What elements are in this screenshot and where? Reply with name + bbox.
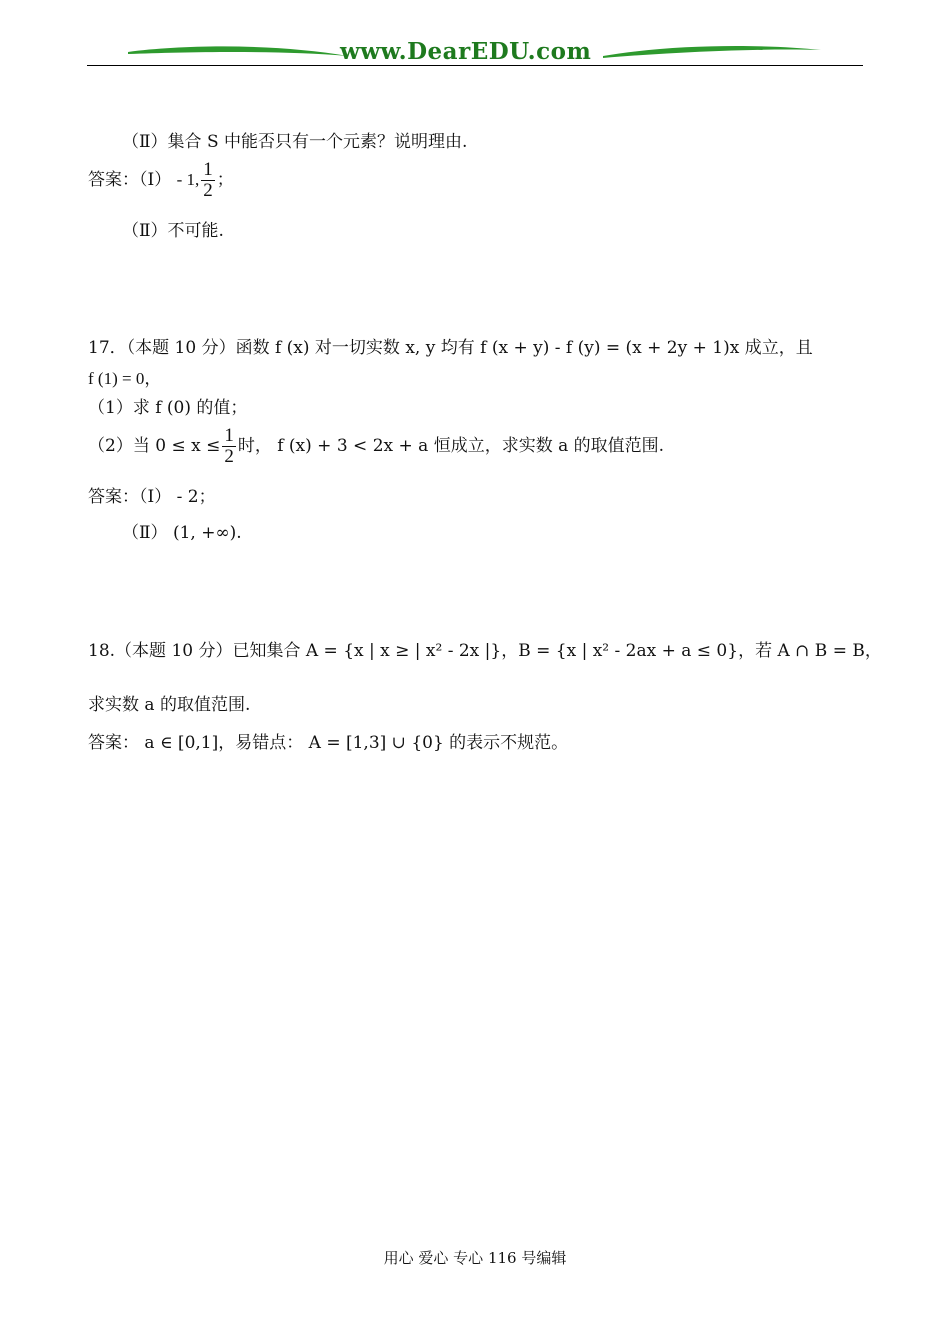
q17-part2: （2）当 0 ≤ x ≤ $\frac{1}{2}$ 时， f (x) + 3 < 2x + a 恒成立，求实数 a 的取值范围. (88, 425, 665, 467)
green-swoosh-right-icon (603, 42, 821, 64)
q17-answer-1: 答案：（Ⅰ） - 2； (88, 487, 216, 507)
answer-label: 答案：（Ⅰ） (88, 170, 172, 190)
q18-answer: 答案： a ∈ [0,1]，易错点： A = [1,3] ∪ {0} 的表示不规范。 (88, 733, 569, 753)
site-logo[interactable]: www.DearEDU.com (340, 38, 592, 65)
green-swoosh-left-icon (128, 42, 348, 64)
header-rule (87, 65, 863, 66)
fraction: $\frac{1}{2}$ (203, 159, 213, 201)
q16-answer-2: （Ⅱ）不可能. (122, 221, 224, 241)
page-footer: 用心 爱心 专心 116 号编辑 (383, 1249, 567, 1267)
answer-value: - 1, (176, 170, 200, 189)
q18-stem-line1: 18.（本题 10 分）已知集合 A = {x | x ≥ | x² - 2x |}，B = {x | x² - 2ax + a ≤ 0}，若 A ∩ B = B， (88, 641, 882, 661)
q16-answer-1: 答案：（Ⅰ） - 1, $\frac{1}{2}$ ； (88, 159, 234, 201)
q18-stem-line2: 求实数 a 的取值范围. (88, 695, 251, 715)
fraction: $\frac{1}{2}$ (224, 425, 234, 467)
page-header (0, 30, 950, 80)
q17-stem-line2: f (1) = 0， (88, 369, 162, 388)
q17-stem-line1: 17．（本题 10 分）函数 f (x) 对一切实数 x, y 均有 f (x + y) - f (y) = (x + 2y + 1)x 成立，且 (88, 338, 813, 358)
q17-answer-2: （Ⅱ） (1, +∞). (122, 523, 242, 543)
q17-part1: （1）求 f (0) 的值； (88, 398, 248, 418)
q16-part2-question: （Ⅱ）集合 S 中能否只有一个元素？说明理由. (122, 132, 468, 152)
